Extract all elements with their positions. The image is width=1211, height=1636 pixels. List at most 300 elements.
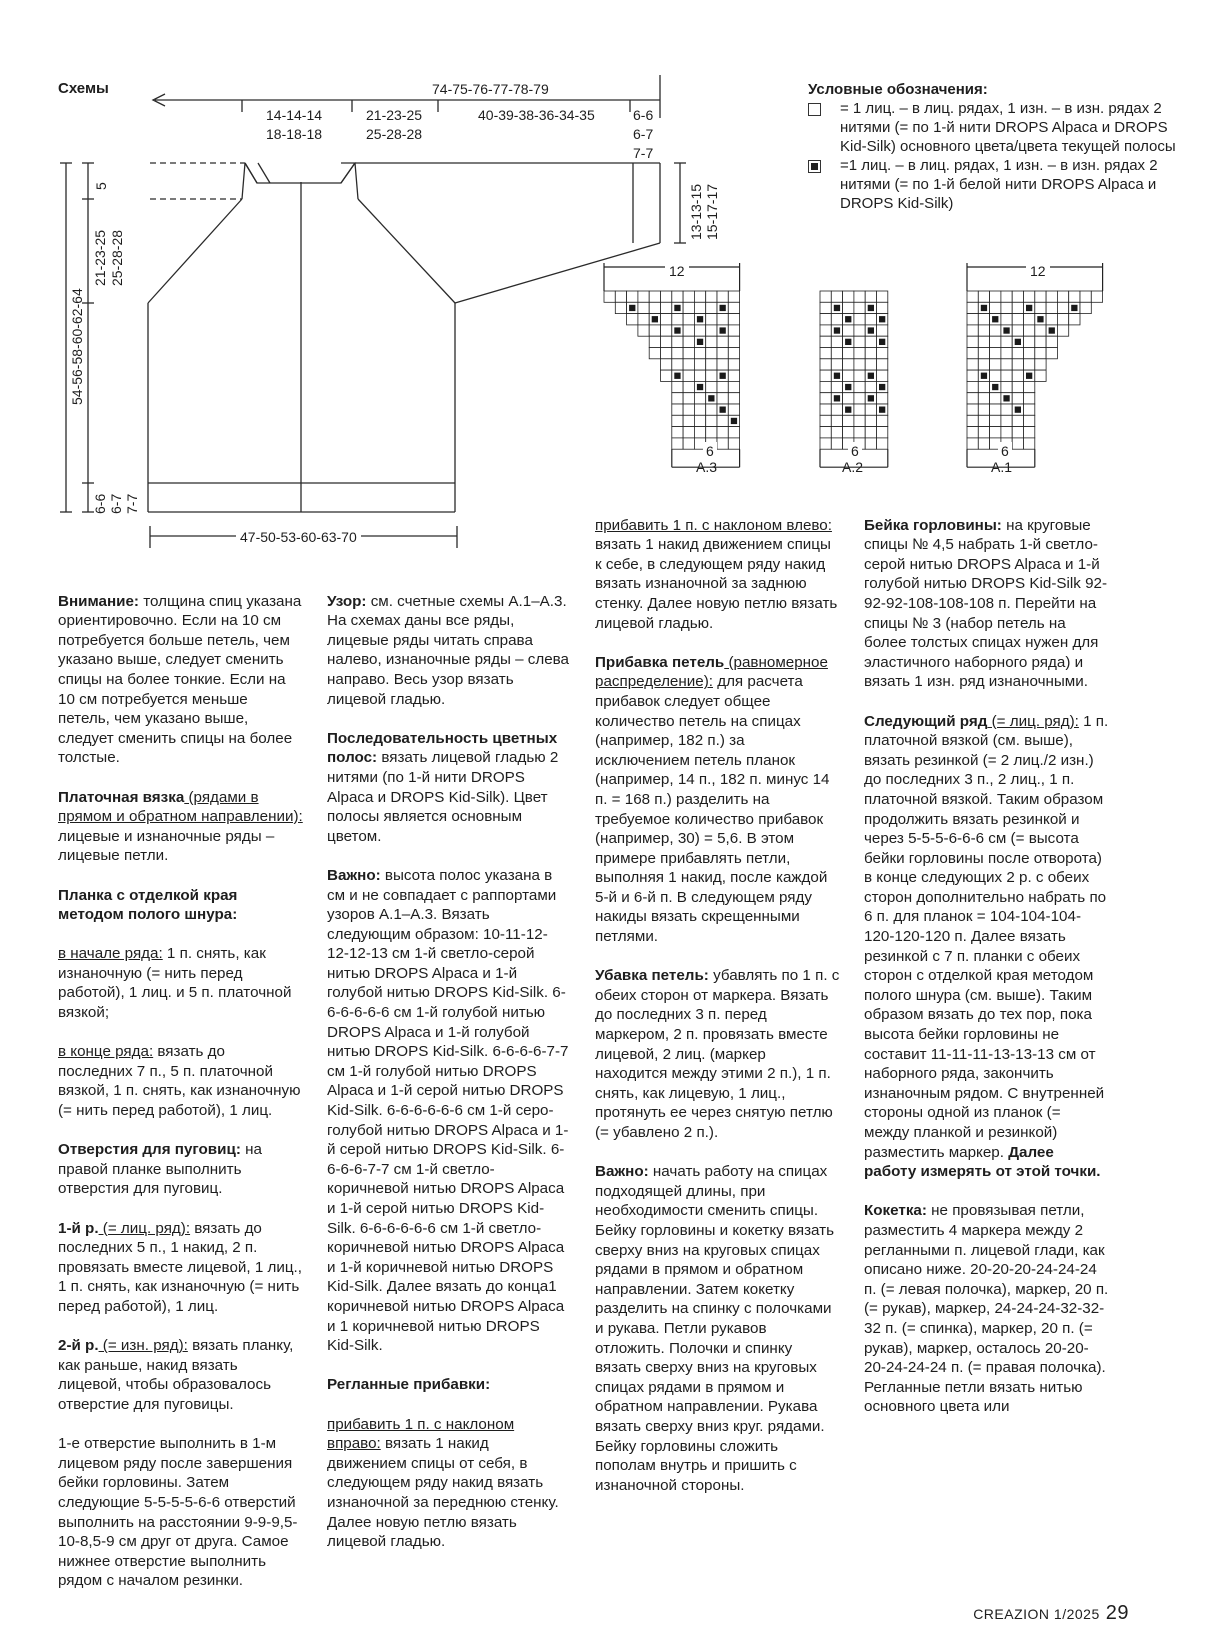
chart-a3-cell — [717, 348, 728, 359]
chart-a2-cell — [854, 314, 865, 325]
note-next-row: (= лиц. ряд): — [987, 712, 1079, 730]
chart-a1-cell — [990, 336, 1001, 347]
chart-a2-cell — [831, 336, 842, 347]
chart-a2-stitch — [868, 373, 874, 379]
chart-a2-cell — [843, 325, 854, 336]
chart-a3-cell — [661, 302, 672, 313]
heading-attention: Внимание: — [58, 592, 139, 610]
chart-a1-cell — [1035, 359, 1046, 370]
legend-item-filled — [808, 156, 1188, 213]
chart-a1-cell — [1024, 381, 1035, 392]
chart-a3-cell — [638, 291, 649, 302]
chart-a2-cell — [843, 370, 854, 381]
chart-a3-cell — [706, 348, 717, 359]
chart-a1-cell — [1091, 291, 1102, 302]
chart-a1-stitch — [1015, 407, 1021, 413]
chart-a1-cell — [967, 291, 978, 302]
chart-a3-cell — [683, 381, 694, 392]
chart-a3-stitch — [652, 316, 658, 322]
chart-a2-cell — [854, 359, 865, 370]
text-measure-from: Далее работу измерять от этой точки. — [864, 1143, 1101, 1181]
yoke-depth-label: 21-23-25 25-28-28 — [92, 229, 125, 286]
chart-a2-cell — [877, 427, 888, 438]
note-inc-right: прибавить 1 п. с наклоном вправо: — [327, 1415, 515, 1453]
chart-a3-stitch — [674, 327, 680, 333]
chart-a3-cell — [683, 438, 694, 449]
chart-a2-cell — [820, 427, 831, 438]
chart-a3-cell — [717, 359, 728, 370]
chart-a3-cell — [706, 314, 717, 325]
chart-a3-cell — [649, 325, 660, 336]
chart-a2-cell — [820, 404, 831, 415]
chart-a2-cell — [854, 325, 865, 336]
chart-a3-cell — [672, 348, 683, 359]
chart-a2-cell — [865, 427, 876, 438]
chart-a3-cell — [672, 381, 683, 392]
text-important: высота полос указана в см и не совпадает с раппортами узоров А.1–А.3. Вязать следующим образом: 10-11-12-12-12-13 см 1-й светло-серой нитью DROPS Alpaca и 1-й голубой нитью DROPS Kid-Silk. 6-6-6-6-6-6 см 1-й голубой нитью DROPS Alpaca и 1-й голубой нитью DROPS Kid-Silk. 6-6-6-6-7-7 см 1-й голубой нитью DROPS Alpaca и 1-й серой нитью DROPS Kid-Silk. 6-6-6-6-6-6 см 1-й серо-голубой нитью DROPS Alpaca и 1-й серой нитью DROPS Kid-Silk. 6-6-6-6-7-7 см 1-й светло-коричневой нитью DROPS Alpaca и 1-й серой нитью DROPS Kid-Silk. 6-6-6-6-6-6 см 1-й светло-коричневой нитью DROPS Alpaca и 1-й коричневой нитью DROPS Kid-Silk. Далее вязать до конца1 коричневой нитью DROPS Alpaca и 1 коричневой нитью DROPS Kid-Silk. — [327, 866, 569, 1355]
chart-a2-cell — [831, 404, 842, 415]
heading-yoke: Кокетка: — [864, 1202, 927, 1220]
chart-a1-cell — [1012, 393, 1023, 404]
chart-a3-cell — [728, 302, 739, 313]
chart-a3-cell — [717, 291, 728, 302]
heading-increase: Прибавка петель — [595, 653, 725, 671]
chart-a1-cell — [967, 415, 978, 426]
chart-a2-cell — [877, 370, 888, 381]
chart-a3-cell — [649, 348, 660, 359]
chart-a1-cell — [1024, 404, 1035, 415]
chart-a1-cell — [1024, 359, 1035, 370]
chart-a1-cell — [1001, 314, 1012, 325]
chart-a1-cell — [1046, 348, 1057, 359]
chart-a1-cell — [967, 336, 978, 347]
chart-a1-cell — [967, 404, 978, 415]
chart-a3-cell — [683, 415, 694, 426]
note-inc-left: прибавить 1 п. с наклоном влево: — [595, 516, 832, 534]
text-inc-left: вязать 1 накид движением спицы к себе, в следующем ряду накид вязать изнаночной за заднюю стенку. Далее новую петлю вязать лицевой гладью. — [595, 536, 838, 632]
note-row2: (= изн. ряд): — [98, 1337, 188, 1355]
chart-a1-cell — [990, 415, 1001, 426]
sleeve-height-label: 13-13-15 15-17-17 — [688, 183, 720, 240]
top-width-label: 74-75-76-77-78-79 — [432, 81, 549, 97]
chart-a1-stitch — [981, 305, 987, 311]
chart-a3-cell — [706, 336, 717, 347]
chart-a1-cell — [967, 314, 978, 325]
chart-a1-cell — [978, 291, 989, 302]
chart-a2-cell — [820, 336, 831, 347]
chart-a2-cell — [877, 415, 888, 426]
chart-a1-cell — [1001, 427, 1012, 438]
chart-a3-cell — [661, 325, 672, 336]
chart-a2-cell — [877, 325, 888, 336]
chart-a3-cell — [706, 359, 717, 370]
chart-a3-cell — [728, 404, 739, 415]
chart-a3-cell — [728, 325, 739, 336]
chart-a2-stitch — [879, 316, 885, 322]
legend-item-plain-text: = 1 лиц. – в лиц. рядах, 1 изн. – в изн. рядах 2 нитями (= по 1-й нити DROPS Alpaca и DROPS Kid-Silk) основного цвета/цвета текущей полосы — [840, 100, 1176, 155]
heading-raglan-inc: Регланные прибавки: — [327, 1376, 491, 1394]
chart-a3-stitch — [720, 327, 726, 333]
chart-a1-cell — [1035, 325, 1046, 336]
chart-a2-cell — [854, 415, 865, 426]
chart-a2-cell — [831, 381, 842, 392]
chart-a3-cell — [683, 314, 694, 325]
heading-band: Планка с отделкой края методом полого шнура: — [58, 886, 238, 924]
chart-a2-cell — [831, 438, 842, 449]
chart-a1-cell — [1024, 427, 1035, 438]
chart-a3-cell — [672, 438, 683, 449]
chart-a1-cell — [1057, 291, 1068, 302]
chart-a1-cell — [1046, 336, 1057, 347]
chart-a3-cell — [694, 370, 705, 381]
chart-a3-cell — [683, 427, 694, 438]
chart-a1-cell — [978, 393, 989, 404]
chart-a3-cell — [728, 314, 739, 325]
chart-a1-cell — [967, 348, 978, 359]
chart-a3-stitch — [674, 305, 680, 311]
heading-row2: 2-й р. — [58, 1337, 99, 1355]
chart-a2-cell — [820, 393, 831, 404]
chart-a3-cell — [717, 427, 728, 438]
chart-a3-cell — [649, 291, 660, 302]
chart-a3-cell — [717, 393, 728, 404]
text-decrease: убавлять по 1 п. с обеих сторон от маркера. Вязать до последних 3 п. перед маркером, 2 п. провязать вместе лицевой, 2 лиц. (маркер находится между этими 2 п.), 1 п. снять, как лицевую, 1 лиц., протянуть ее через снятую петлю (= убавлено 2 п.). — [595, 967, 840, 1141]
text-stripes: вязать лицевой гладью 2 нитями (по 1-й нити DROPS Alpaca и DROPS Kid-Silk). Цвет полосы является основным цветом. — [327, 749, 559, 845]
knitting-charts — [0, 255, 1211, 480]
text-attention: толщина спиц указана ориентировочно. Если на 10 см потребуется больше петель, чем указано выше, следует сменить спицы на более тонкие. Если на 10 см потребуется меньше петель, чем указано выше, следует сменить спицы на более толстые. — [58, 592, 302, 767]
heading-important-2: Важно: — [595, 1163, 649, 1181]
chart-a2-cell — [865, 314, 876, 325]
total-length-label: 54-56-58-60-62-64 — [69, 288, 85, 405]
chart-a1-cell — [978, 415, 989, 426]
page-number: 29 — [1105, 1602, 1129, 1624]
chart-a2-cell — [831, 314, 842, 325]
chart-a3-cell — [728, 336, 739, 347]
chart-a2-name: A.2 — [842, 459, 864, 475]
chart-a2-stitch — [868, 327, 874, 333]
chart-a3-bottom-label: 6 — [703, 442, 717, 461]
chart-a3-cell — [683, 291, 694, 302]
chart-a1-top-label: 12 — [1026, 262, 1050, 281]
chart-a3-cell — [728, 359, 739, 370]
chart-a3-cell — [615, 302, 626, 313]
chart-a3-cell — [672, 336, 683, 347]
chart-a1-cell — [1012, 302, 1023, 313]
chart-a2-cell — [843, 291, 854, 302]
chart-a2-stitch — [879, 384, 885, 390]
chart-a2-cell — [865, 404, 876, 415]
filled-square-icon — [808, 160, 821, 173]
chart-a2-cell — [831, 415, 842, 426]
chart-a2-cell — [854, 302, 865, 313]
text-neckband: на круговые спицы № 4,5 набрать 1-й светло-серой нитью DROPS Alpaca и 1-й голубой нитью DROPS Kid-Silk 92-92-92-108-108-108 п. Перейти на спицы № 3 (набор петель на более толстых спицах нужен для эластичного наборного ряда) и вязать 1 изн. ряд изнаночными. — [864, 516, 1108, 691]
text-column-2 — [327, 572, 569, 1571]
chart-a1-name: A.1 — [991, 459, 1013, 475]
heading-important: Важно: — [327, 866, 381, 884]
chart-a1-stitch — [1026, 305, 1032, 311]
chart-a1-cell — [1024, 348, 1035, 359]
text-column-1 — [58, 572, 303, 1610]
chart-a3-cell — [604, 291, 615, 302]
chart-a1-cell — [978, 314, 989, 325]
chart-a2-stitch — [834, 395, 840, 401]
chart-a1-cell — [990, 348, 1001, 359]
chart-a1-cell — [967, 325, 978, 336]
chart-a2-cell — [831, 427, 842, 438]
text-next-row: 1 п. платочной вязкой (см. выше), вязать резинкой (= 2 лиц./2 изн.) до последних 3 п., 2 лиц., 1 п. платочной вязкой. Таким образом продолжить вязать резинкой и через 5-5-5-6-6-6 см (= высота бейки горловины после отворота) в конце следующих 2 р. с обеих сторон дополнительно набрать по 6 п. для планок = 104-104-104-120-120-120 п. Далее вязать резинкой с 7 п. планки с обеих сторон с отделкой края методом полого шнура (см. выше). Таким образом вязать до тех пор, пока высота бейки горловины не составит 11-11-11-13-13-13 см от наборного ряда, закончить изнаночным рядом. С внутренней стороны одной из планок (= между планкой и резинкой) разместить маркер. — [864, 712, 1109, 1161]
chart-a2-cell — [820, 381, 831, 392]
chart-a1-stitch — [1003, 327, 1009, 333]
chart-a3-cell — [672, 393, 683, 404]
chart-a1-cell — [1012, 314, 1023, 325]
chart-a1-cell — [990, 325, 1001, 336]
chart-a3-cell — [694, 291, 705, 302]
chart-a3-cell — [672, 291, 683, 302]
chart-a2-cell — [820, 438, 831, 449]
text-pattern: см. счетные схемы А.1–А.3. На схемах даны все ряды, лицевые ряды читать справа налево, изнаночные ряды – слева направо. Весь узор вязать лицевой гладью. — [327, 592, 569, 708]
heading-buttonholes: Отверстия для пуговиц: — [58, 1141, 241, 1159]
chart-a3-cell — [706, 302, 717, 313]
chart-a1-cell — [967, 427, 978, 438]
chart-a2-cell — [877, 359, 888, 370]
chart-a1-cell — [967, 359, 978, 370]
cuff-width-label: 6-6 6-7 7-7 — [633, 107, 654, 161]
chart-a3-cell — [683, 393, 694, 404]
chart-a3-name: A.3 — [696, 459, 718, 475]
chart-a2-cell — [854, 404, 865, 415]
note-row-end: в конце ряда: — [58, 1043, 154, 1061]
chart-a1-cell — [1001, 291, 1012, 302]
chart-a2-cell — [843, 359, 854, 370]
chart-a2-cell — [820, 325, 831, 336]
chart-a1-cell — [1035, 370, 1046, 381]
chart-a3-cell — [706, 381, 717, 392]
chart-a1-stitch — [1049, 327, 1055, 333]
chart-a3-cell — [717, 381, 728, 392]
chart-a1-cell — [1012, 415, 1023, 426]
chart-a3-cell — [638, 325, 649, 336]
chart-a2-cell — [877, 438, 888, 449]
chart-a1-stitch — [992, 384, 998, 390]
chart-a2-cell — [854, 291, 865, 302]
chart-a2-cell — [865, 415, 876, 426]
chart-a2-cell — [865, 336, 876, 347]
chart-a3-cell — [694, 427, 705, 438]
chart-a1-cell — [1057, 302, 1068, 313]
chart-a3-cell — [661, 291, 672, 302]
chart-a3-stitch — [731, 418, 737, 424]
chart-a3-cell — [706, 325, 717, 336]
chart-a1-cell — [1024, 314, 1035, 325]
chart-a3-cell — [694, 348, 705, 359]
chart-a1-cell — [1012, 325, 1023, 336]
chart-a1-cell — [967, 438, 978, 449]
chart-a1-cell — [1080, 291, 1091, 302]
chart-a1-cell — [1001, 404, 1012, 415]
chart-a3-cell — [661, 370, 672, 381]
note-row1: (= лиц. ряд): — [98, 1219, 191, 1237]
text-column-4 — [864, 496, 1109, 1437]
chart-a1-cell — [978, 438, 989, 449]
chart-a3-cell — [683, 404, 694, 415]
heading-neckband: Бейка горловины: — [864, 516, 1002, 534]
sleeve-length-label: 40-39-38-36-34-35 — [478, 107, 595, 123]
chart-a3-cell — [627, 291, 638, 302]
chart-a3-cell — [728, 291, 739, 302]
text-row2: вязать планку, как раньше, накид вязать лицевой, чтобы образовалось отверстие для пуговицы. — [58, 1337, 294, 1413]
chart-a3-cell — [728, 438, 739, 449]
chart-a1-cell — [1024, 393, 1035, 404]
chart-a3-cell — [728, 348, 739, 359]
text-yoke: не провязывая петли, разместить 4 маркера между 2 регланными п. лицевой глади, как описано ниже. 20-20-20-24-24-24 п. (= левая полочка), маркер, 20 п. (= рукав), маркер, 24-24-24-32-32-32 п. (= спинка), маркер, 20 п. (= рукав), маркер, осталось 20-20-20-24-24-24 п. (= правая полочка). Регланные петли вязать нитью основного цвета или — [864, 1202, 1109, 1416]
chart-a2-cell — [854, 336, 865, 347]
chart-a3-cell — [672, 404, 683, 415]
chart-a1-cell — [978, 359, 989, 370]
chart-a1-bottom-label: 6 — [998, 442, 1012, 461]
chart-a3-top-label: 12 — [665, 262, 689, 281]
text-row1: вязать до последних 5 п., 1 накид, 2 п. провязать вместе лицевой, 1 лиц., 1 п. снять, как изнаночную (= нить перед работой), 1 лиц. — [58, 1219, 302, 1315]
chart-a1-cell — [1035, 336, 1046, 347]
chart-a3-cell — [694, 325, 705, 336]
chart-a3-cell — [683, 325, 694, 336]
chart-a3-cell — [728, 427, 739, 438]
chart-a1-cell — [1046, 314, 1057, 325]
chart-a1-cell — [1069, 314, 1080, 325]
chart-a3-cell — [672, 427, 683, 438]
chart-a3-cell — [694, 415, 705, 426]
chart-a3-stitch — [697, 339, 703, 345]
chart-a3-cell — [615, 291, 626, 302]
chart-a1-cell — [990, 370, 1001, 381]
chart-a1-cell — [978, 427, 989, 438]
chart-a3-cell — [661, 359, 672, 370]
chart-a3-cell — [683, 302, 694, 313]
chart-a2-stitch — [834, 373, 840, 379]
neck-width-label: 14-14-14 18-18-18 — [266, 107, 323, 142]
chart-a1-stitch — [1071, 305, 1077, 311]
chart-a1-cell — [1001, 415, 1012, 426]
chart-a3-stitch — [674, 373, 680, 379]
chart-a2-cell — [820, 415, 831, 426]
chart-a1-cell — [1035, 291, 1046, 302]
chart-a1-cell — [1012, 291, 1023, 302]
chart-a2-cell — [843, 348, 854, 359]
text-garter: лицевые и изнаночные ряды – лицевые петли. — [58, 827, 275, 865]
chart-a2-cell — [865, 359, 876, 370]
chart-a1-stitch — [1026, 373, 1032, 379]
page-title: Схемы — [58, 80, 109, 97]
neck-drop-label: 5 — [93, 182, 109, 190]
chart-a1-cell — [1001, 381, 1012, 392]
chart-a3-cell — [661, 348, 672, 359]
chart-a2-cell — [854, 427, 865, 438]
chart-a1-cell — [1057, 314, 1068, 325]
chart-a1-cell — [1024, 415, 1035, 426]
chart-a2-stitch — [845, 407, 851, 413]
chart-a1-stitch — [981, 373, 987, 379]
text-row-end: вязать до последних 7 п., 5 п. платочной вязкой, 1 п. снять, как изнаночную (= нить перед работой), 1 лиц. — [58, 1043, 301, 1120]
chart-a1-cell — [1012, 438, 1023, 449]
chart-a1-cell — [990, 291, 1001, 302]
chart-a1-cell — [1057, 325, 1068, 336]
chart-a1-cell — [1024, 336, 1035, 347]
chart-a2-bottom-label: 6 — [848, 442, 862, 461]
chart-a2-cell — [820, 370, 831, 381]
chart-a3-stitch — [697, 384, 703, 390]
chart-a1-cell — [990, 427, 1001, 438]
chart-a2-stitch — [834, 305, 840, 311]
chart-a2-stitch — [845, 316, 851, 322]
bottom-width-label: 47-50-53-60-63-70 — [236, 528, 361, 547]
chart-a2-cell — [843, 427, 854, 438]
chart-a1-cell — [990, 359, 1001, 370]
chart-a1-cell — [1001, 336, 1012, 347]
legend-item-filled-text: =1 лиц. – в лиц. рядах, 1 изн. – в изн. рядах 2 нитями (= по 1-й белой нити DROPS Alpaca и DROPS Kid-Silk) — [840, 157, 1158, 212]
chart-a3-cell — [717, 314, 728, 325]
heading-decrease: Убавка петель: — [595, 967, 709, 985]
chart-a1-stitch — [1003, 395, 1009, 401]
note-increase: (равномерное распределение): — [595, 653, 828, 691]
chart-a2-cell — [843, 415, 854, 426]
chart-a3-cell — [717, 336, 728, 347]
chart-a2-cell — [865, 348, 876, 359]
chart-a2-cell — [831, 359, 842, 370]
chart-a2-cell — [854, 381, 865, 392]
chart-a3-stitch — [720, 407, 726, 413]
chart-a2-stitch — [845, 339, 851, 345]
chart-a3-cell — [694, 404, 705, 415]
chart-a1-cell — [1001, 302, 1012, 313]
chart-a2-cell — [854, 393, 865, 404]
chart-a2-cell — [854, 370, 865, 381]
chart-a1-cell — [990, 404, 1001, 415]
chart-a2-cell — [831, 348, 842, 359]
magazine-issue: CREAZION 1/2025 — [973, 1606, 1100, 1622]
chart-a1-cell — [1024, 438, 1035, 449]
chart-a3-cell — [728, 381, 739, 392]
chart-a1-cell — [990, 393, 1001, 404]
chart-a1-cell — [1012, 381, 1023, 392]
chart-a3-cell — [706, 404, 717, 415]
chart-a1-cell — [1080, 302, 1091, 313]
heading-row1: 1-й р. — [58, 1219, 99, 1237]
text-buttonholes: на правой планке выполнить отверстия для пуговиц. — [58, 1141, 262, 1198]
chart-a2-stitch — [879, 339, 885, 345]
chart-a2-cell — [877, 302, 888, 313]
chart-a2-cell — [877, 348, 888, 359]
chart-a1-cell — [967, 302, 978, 313]
chart-a1-cell — [1024, 291, 1035, 302]
chart-a3-cell — [649, 302, 660, 313]
chart-a1-stitch — [1037, 316, 1043, 322]
chart-a3-stitch — [720, 373, 726, 379]
chart-a2-cell — [865, 381, 876, 392]
legend-item-plain — [808, 99, 1188, 156]
chart-a3-cell — [717, 415, 728, 426]
chart-a1-cell — [990, 302, 1001, 313]
heading-next-row: Следующий ряд — [864, 712, 988, 730]
chart-a3-stitch — [697, 316, 703, 322]
chart-a1-stitch — [992, 316, 998, 322]
chart-a3-cell — [706, 370, 717, 381]
legend — [808, 80, 1188, 213]
heading-pattern: Узор: — [327, 592, 367, 610]
chart-a1-cell — [978, 404, 989, 415]
chart-a1-stitch — [1015, 339, 1021, 345]
chart-a1-cell — [978, 336, 989, 347]
chart-a3-cell — [661, 314, 672, 325]
chart-a1-cell — [967, 370, 978, 381]
